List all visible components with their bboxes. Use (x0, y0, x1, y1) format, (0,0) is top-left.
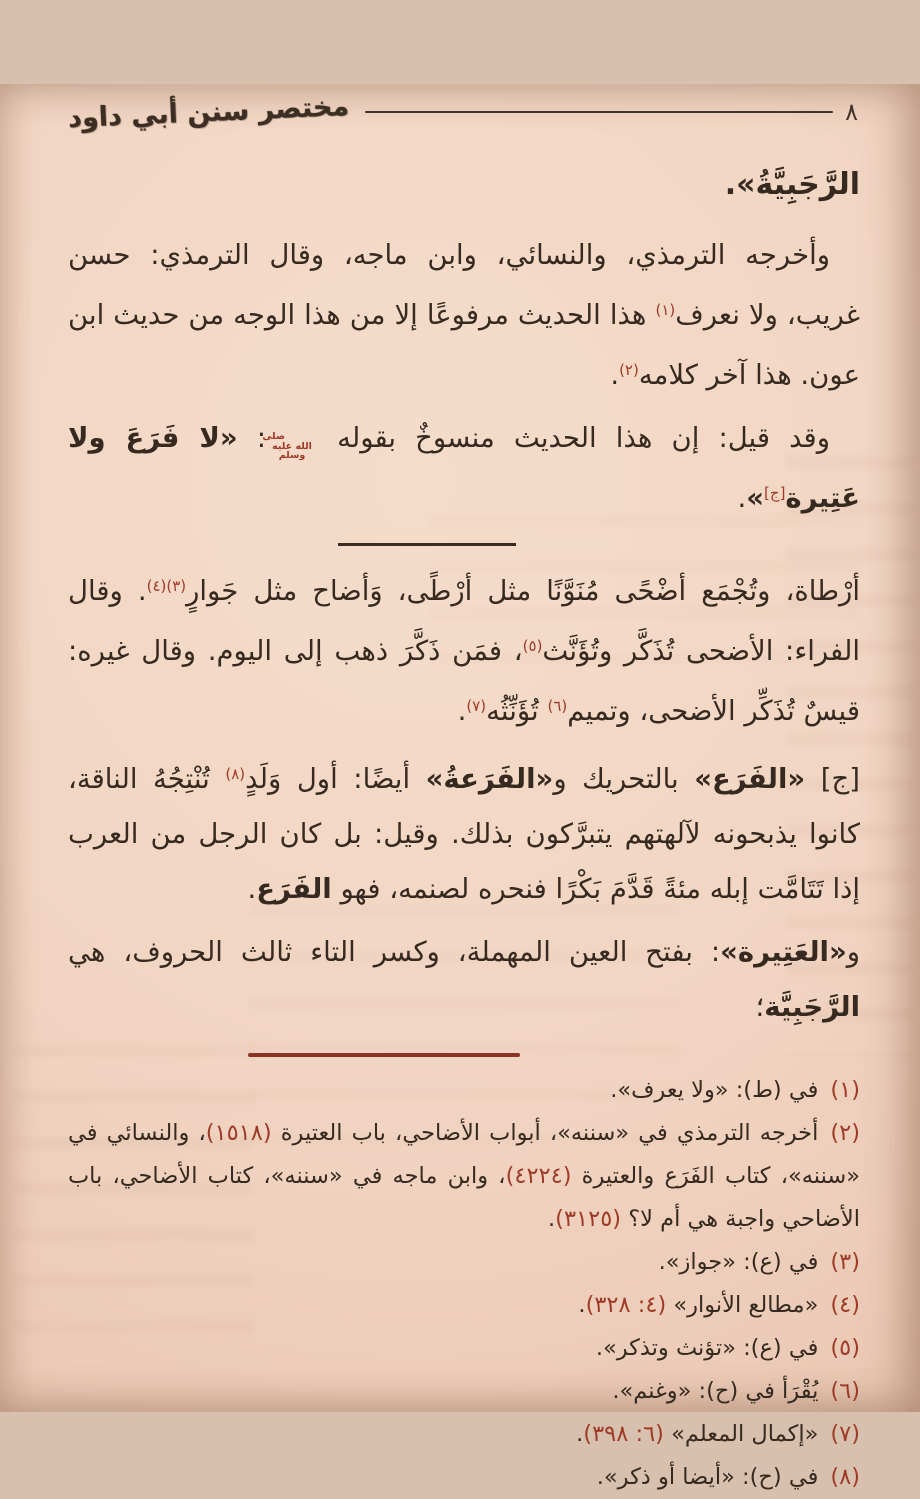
footnotes-separator (248, 1053, 520, 1057)
fara-gloss-paragraph: [ج] «الفَرَع» بالتحريك و«الفَرَعةُ» أيضًا: أول وَلَدٍ$^{(٨)}$ تُنْتِجُهُ الناقة، كانوا يذبحونه لآلهتهم يتبرَّكون بذلك. وقيل: بل كان الرجل من العرب إذا تَتَامَّت إبله مئةً قَدَّمَ بَكْرًا فنحره لصنمه، فهو الفَرَع. (68, 762, 860, 905)
footnote-text: يُقْرَأ في (ح): «وغنم». (612, 1377, 819, 1404)
footnotes-section (68, 1069, 860, 1499)
footnote-number: (١) (830, 1076, 860, 1103)
footnote-item (68, 1284, 860, 1327)
footnote-item (68, 1241, 860, 1284)
footnote-item (68, 1327, 860, 1370)
page-number: ٨ (845, 98, 858, 126)
page-content (0, 84, 920, 1499)
page-body (68, 156, 860, 1499)
footnote-text: في (ط): «ولا يعرف». (610, 1076, 819, 1103)
footnote-item (68, 1456, 860, 1499)
header-rule (365, 111, 833, 113)
footnote-number: (٣) (830, 1248, 860, 1275)
commentary-section (68, 559, 860, 1035)
footnote-text: «إكمال المعلم» (٦: ٣٩٨). (576, 1420, 819, 1447)
scanned-book-page (0, 84, 920, 1490)
footnote-item (68, 1069, 860, 1112)
footnote-number: (٤) (830, 1291, 860, 1318)
hadith-quote-ending: الرَّجَبِيَّةُ». (724, 167, 860, 202)
footnote-text: في (ح): «أيضا أو ذكر». (596, 1463, 819, 1490)
page-header (68, 84, 860, 140)
footnote-text: في (ع): «تؤنث وتذكر». (595, 1334, 819, 1361)
atira-gloss-paragraph: و«العَتِيرة»: بفتح العين المهملة، وكسر التاء ثالث الحروف، هي الرَّجَبِيَّة؛ (68, 935, 860, 1023)
footnote-item (68, 1370, 860, 1413)
footnote-number: (٨) (830, 1463, 860, 1490)
footnote-number: (٢) (830, 1119, 860, 1146)
takhrij-paragraph: وأخرجه الترمذي، والنسائي، وابن ماجه، وقال الترمذي: حسن غريب، ولا نعرف$^{(١)}$ هذا الحديث مرفوعًا إلا من هذا الوجه من حديث ابن عون. هذا آخر كلامه$^{(٢)}$. (68, 239, 860, 391)
footnote-text: أخرجه الترمذي في «سننه»، أبواب الأضاحي، باب العتيرة (١٥١٨)، والنسائي في «سننه»، كتاب الفَرَع والعتيرة (٤٢٢٤)، وابن ماجه في «سننه»، كتاب الأضاحي، باب الأضاحي واجبة هي أم لا؟ (٣١٢٥). (68, 1119, 860, 1232)
book-title-calligraphy: مختصر سنن أبي داود (67, 90, 350, 134)
naskh-paragraph: وقد قيل: إن هذا الحديث منسوخٌ بقوله صلى الله عليه وسلم: «لا فَرَعَ ولا عَتِيرة[ج]». (68, 422, 860, 514)
commentary-separator (338, 543, 516, 546)
footnote-item (68, 1112, 860, 1241)
footnote-item (68, 1413, 860, 1456)
footnote-text: في (ع): «جواز». (658, 1248, 819, 1275)
footnote-text: «مطالع الأنوار» (٤: ٣٢٨). (578, 1291, 819, 1318)
footnote-number: (٥) (830, 1334, 860, 1361)
footnote-number: (٧) (830, 1420, 860, 1447)
footnote-number: (٦) (830, 1377, 860, 1404)
adha-commentary-paragraph: أرْطاة، وتُجْمَع أضْحًى مُنَوَّنًا مثل أرْطًى، وَأضاح مثل جَوارٍ$^{(٣)(٤)}$. وقال الفراء: الأضحى تُذَكَّر وتُؤَنَّث$^{(٥)}$، فمَن ذَكَّرَ ذهب إلى اليوم. وقال غيره: قيسٌ تُذَكِّر الأضحى، وتميم$^{(٦)}$ تُؤَنِّثُه$^{(٧)}$. (68, 574, 860, 727)
